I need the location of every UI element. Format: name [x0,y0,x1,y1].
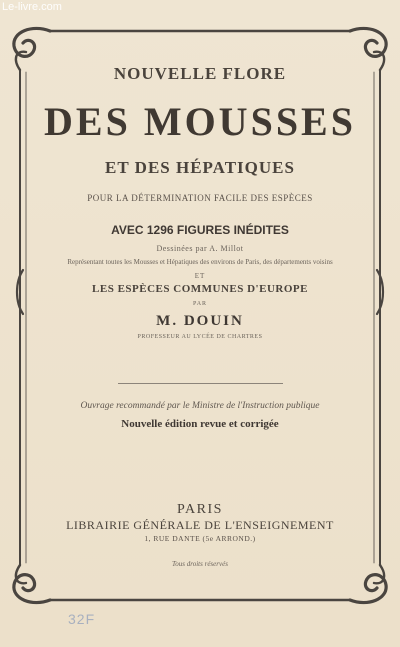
main-title: DES MOUSSES [44,99,356,144]
site-watermark: Le-livre.com [2,1,62,13]
representing-line: Représentant toutes les Mousses et Hépatiques des environs de Paris, des départements voisins [67,258,333,266]
european-species-line: LES ESPÈCES COMMUNES D'EUROPE [92,283,308,295]
figures-line: AVEC 1296 FIGURES INÉDITES [111,223,289,237]
title-line-1: NOUVELLE FLORE [113,64,287,83]
price-mark: 32F [68,611,96,627]
author-title: PROFESSEUR AU LYCÉE DE CHARTRES [137,334,263,340]
divider-rule [118,383,283,384]
publisher-city: PARIS [177,502,223,517]
publisher-address: 1, RUE DANTE (5e ARROND.) [144,534,256,543]
author-name: M. DOUIN [156,313,244,329]
publisher-name: LIBRAIRIE GÉNÉRALE DE L'ENSEIGNEMENT [66,518,334,532]
subtitle: POUR LA DÉTERMINATION FACILE DES ESPÈCES [87,193,313,203]
recommendation-line: Ouvrage recommandé par le Ministre de l'Instruction publique [80,401,320,411]
by-line: PAR [192,301,208,307]
conjunction: ET [194,272,206,280]
title-line-3: ET DES HÉPATIQUES [105,158,295,177]
rights-notice: Tous droits réservés [172,560,228,568]
edition-line: Nouvelle édition revue et corrigée [121,418,279,430]
illustrator-line: Dessinées par A. Millot [156,244,244,253]
